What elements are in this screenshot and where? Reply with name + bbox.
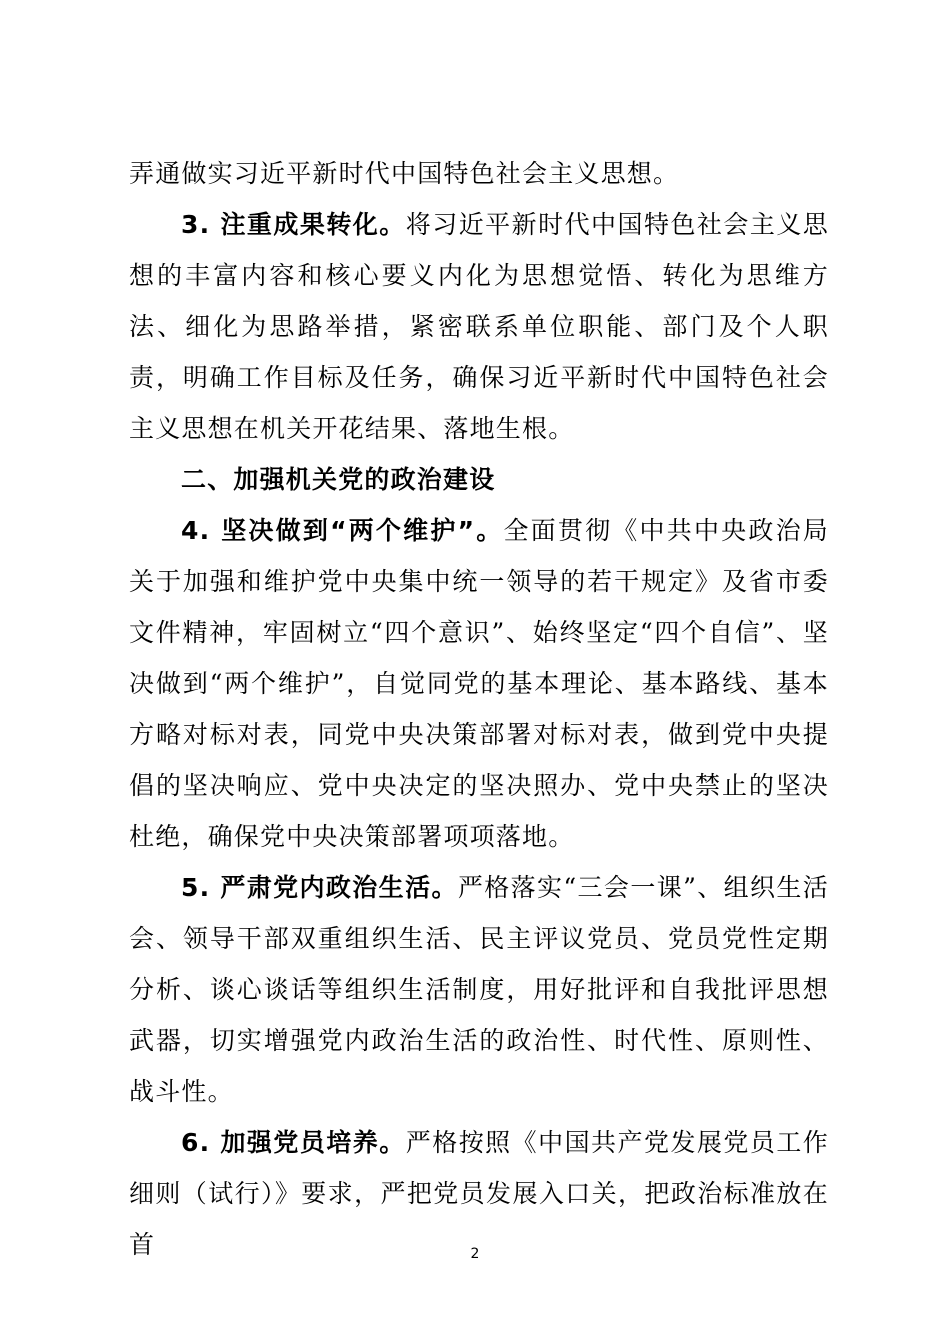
paragraph-lead: 4. 坚决做到“两个维护”。 (181, 516, 504, 545)
paragraph-continuation (129, 148, 829, 199)
paragraph-5 (129, 862, 829, 1117)
paragraph-text: 弄通做实习近平新时代中国特色社会主义思想。 (129, 159, 680, 188)
paragraph-text: 严格落实“三会一课”、组织生活会、领导干部双重组织生活、民主评议党员、党员党性定期分析、谈心谈话等组织生活制度，用好批评和自我批评思想武器，切实增强党内政治生活的政治性、时代性、原则性、战斗性。 (129, 873, 829, 1106)
paragraph-lead: 5. 严肃党内政治生活。 (181, 873, 458, 902)
paragraph-text: 严格按照《中国共产党发展党员工作细则（试行）》要求，严把党员发展入口关，把政治标准放在首 (129, 1128, 829, 1259)
document-body (129, 148, 829, 1270)
paragraph-4 (129, 505, 829, 862)
section-heading: 二、加强机关党的政治建设 (181, 465, 496, 494)
page-number: 2 (470, 1246, 480, 1262)
paragraph-3 (129, 199, 829, 454)
paragraph-text: 将习近平新时代中国特色社会主义思想的丰富内容和核心要义内化为思想觉悟、转化为思维方法、细化为思路举措，紧密联系单位职能、部门及个人职责，明确工作目标及任务，确保习近平新时代中国特色社会主义思想在机关开花结果、落地生根。 (129, 210, 829, 443)
paragraph-text: 全面贯彻《中共中央政治局关于加强和维护党中央集中统一领导的若干规定》及省市委文件精神，牢固树立“四个意识”、始终坚定“四个自信”、坚决做到“两个维护”，自觉同党的基本理论、基本路线、基本方略对标对表，同党中央决策部署对标对表，做到党中央提倡的坚决响应、党中央决定的坚决照办、党中央禁止的坚决杜绝，确保党中央决策部署项项落地。 (129, 516, 829, 851)
paragraph-lead: 6. 加强党员培养。 (181, 1128, 406, 1157)
paragraph-lead: 3. 注重成果转化。 (181, 210, 406, 239)
